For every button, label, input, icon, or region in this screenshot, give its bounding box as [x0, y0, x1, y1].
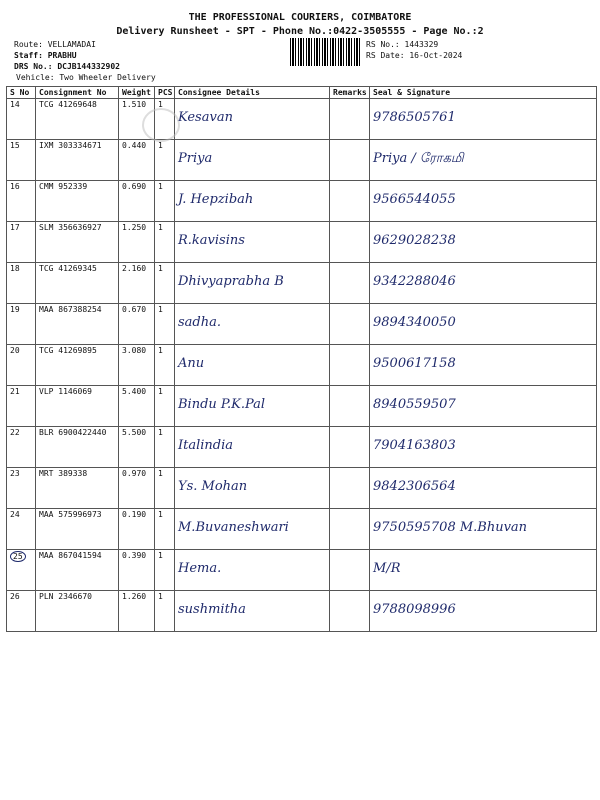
handwritten-signature: 8940559507 [373, 397, 456, 412]
weight-cell: 0.390 [119, 550, 155, 591]
serial-number-cell: 20 [7, 345, 36, 386]
pieces-cell: 1 [155, 468, 175, 509]
handwritten-name: M.Buvaneshwari [178, 520, 289, 535]
handwritten-name: Hema. [178, 561, 222, 576]
table-row [7, 468, 597, 509]
weight-cell: 0.970 [119, 468, 155, 509]
handwritten-name: Dhivyaprabha B [178, 274, 284, 289]
handwritten-signature: 9342288046 [373, 274, 456, 289]
handwritten-name: sushmitha [178, 602, 246, 617]
signature-cell [370, 550, 597, 591]
drs-label: DRS No.: DCJB144332902 [14, 62, 120, 71]
signature-cell [370, 263, 597, 304]
table-body [7, 99, 597, 632]
pieces-cell: 1 [155, 140, 175, 181]
table-row [7, 263, 597, 304]
weight-cell: 5.400 [119, 386, 155, 427]
staff-label: Staff: PRABHU [14, 51, 77, 60]
pieces-cell: 1 [155, 222, 175, 263]
consignment-number-cell: SLM 356636927 [36, 222, 119, 263]
remarks-cell [330, 427, 370, 468]
route-label: Route: VELLAMADAI [14, 40, 96, 49]
column-header: Remarks [330, 87, 370, 99]
serial-number-cell: 22 [7, 427, 36, 468]
column-header: Weight [119, 87, 155, 99]
consignment-number-cell: MAA 867388254 [36, 304, 119, 345]
pieces-cell: 1 [155, 386, 175, 427]
column-header: Seal & Signature [370, 87, 597, 99]
consignee-cell [175, 345, 330, 386]
remarks-cell [330, 591, 370, 632]
remarks-cell [330, 263, 370, 304]
table-row [7, 427, 597, 468]
weight-cell: 0.670 [119, 304, 155, 345]
remarks-cell [330, 468, 370, 509]
weight-cell: 2.160 [119, 263, 155, 304]
serial-number-cell: 17 [7, 222, 36, 263]
column-header: Consignment No [36, 87, 119, 99]
consignment-number-cell: MAA 575996973 [36, 509, 119, 550]
signature-cell [370, 181, 597, 222]
table-row [7, 591, 597, 632]
remarks-cell [330, 386, 370, 427]
table-row [7, 140, 597, 181]
column-header: S No [7, 87, 36, 99]
weight-cell: 1.510 [119, 99, 155, 140]
consignee-cell [175, 99, 330, 140]
table-row [7, 509, 597, 550]
pieces-cell: 1 [155, 263, 175, 304]
table-header-row [7, 87, 597, 99]
table-row [7, 550, 597, 591]
signature-cell [370, 386, 597, 427]
handwritten-signature: 9786505761 [373, 110, 456, 125]
signature-cell [370, 99, 597, 140]
pieces-cell: 1 [155, 591, 175, 632]
serial-number-cell: 24 [7, 509, 36, 550]
table-row [7, 99, 597, 140]
signature-cell [370, 222, 597, 263]
handwritten-signature: 9566544055 [373, 192, 456, 207]
handwritten-name: Kesavan [178, 110, 233, 125]
pieces-cell: 1 [155, 181, 175, 222]
remarks-cell [330, 509, 370, 550]
rs-no-label: RS No.: 1443329 [366, 40, 439, 49]
pieces-cell: 1 [155, 345, 175, 386]
handwritten-name: Bindu P.K.Pal [178, 397, 266, 412]
pieces-cell: 1 [155, 509, 175, 550]
consignee-cell [175, 140, 330, 181]
weight-cell: 1.260 [119, 591, 155, 632]
handwritten-signature: Priya / ரோகமி [373, 151, 464, 166]
table-row [7, 386, 597, 427]
serial-number-cell: 15 [7, 140, 36, 181]
column-header: PCS [155, 87, 175, 99]
consignee-cell [175, 550, 330, 591]
consignee-cell [175, 263, 330, 304]
table-row [7, 304, 597, 345]
remarks-cell [330, 304, 370, 345]
signature-cell [370, 140, 597, 181]
pieces-cell: 1 [155, 99, 175, 140]
serial-number-cell [7, 550, 36, 591]
remarks-cell [330, 140, 370, 181]
remarks-cell [330, 99, 370, 140]
serial-number-cell: 14 [7, 99, 36, 140]
pieces-cell: 1 [155, 427, 175, 468]
consignment-number-cell: MAA 867041594 [36, 550, 119, 591]
consignee-cell [175, 427, 330, 468]
consignment-number-cell: PLN 2346670 [36, 591, 119, 632]
remarks-cell [330, 222, 370, 263]
signature-cell [370, 345, 597, 386]
runsheet-table [6, 86, 597, 632]
handwritten-signature: 7904163803 [373, 438, 456, 453]
consignee-cell [175, 509, 330, 550]
consignment-number-cell: CMM 952339 [36, 181, 119, 222]
handwritten-name: Anu [178, 356, 205, 371]
signature-cell [370, 304, 597, 345]
consignment-number-cell: VLP 1146069 [36, 386, 119, 427]
handwritten-name: Priya [178, 151, 213, 166]
table-row [7, 345, 597, 386]
consignee-cell [175, 591, 330, 632]
vehicle-label: Vehicle: Two Wheeler Delivery [16, 73, 156, 82]
consignee-cell [175, 304, 330, 345]
serial-number-cell: 26 [7, 591, 36, 632]
rs-date-label: RS Date: 16-Oct-2024 [366, 51, 463, 60]
circled-serial: 25 [10, 551, 26, 562]
column-header: Consignee Details [175, 87, 330, 99]
consignment-number-cell: BLR 6900422440 [36, 427, 119, 468]
consignee-cell [175, 386, 330, 427]
consignee-cell [175, 222, 330, 263]
handwritten-signature: 9894340050 [373, 315, 456, 330]
weight-cell: 0.690 [119, 181, 155, 222]
handwritten-signature: 9788098996 [373, 602, 456, 617]
handwritten-name: Ys. Mohan [178, 479, 248, 494]
serial-number-cell: 19 [7, 304, 36, 345]
page-subtitle: Delivery Runsheet - SPT - Phone No.:0422-3505555 - Page No.:2 [116, 26, 484, 37]
pieces-cell: 1 [155, 304, 175, 345]
handwritten-signature: 9750595708 M.Bhuvan [373, 520, 528, 535]
consignee-cell [175, 468, 330, 509]
pieces-cell: 1 [155, 550, 175, 591]
weight-cell: 0.190 [119, 509, 155, 550]
consignment-number-cell: TCG 41269345 [36, 263, 119, 304]
weight-cell: 1.250 [119, 222, 155, 263]
consignment-number-cell: TCG 41269648 [36, 99, 119, 140]
barcode [290, 38, 360, 66]
handwritten-signature: M/R [373, 561, 401, 576]
handwritten-signature: 9842306564 [373, 479, 456, 494]
signature-cell [370, 427, 597, 468]
handwritten-signature: 9629028238 [373, 233, 456, 248]
consignee-cell [175, 181, 330, 222]
table-row [7, 222, 597, 263]
serial-number-cell: 23 [7, 468, 36, 509]
consignment-number-cell: IXM 303334671 [36, 140, 119, 181]
serial-number-cell: 16 [7, 181, 36, 222]
signature-cell [370, 591, 597, 632]
consignment-number-cell: TCG 41269895 [36, 345, 119, 386]
faded-stamp [142, 108, 180, 142]
handwritten-signature: 9500617158 [373, 356, 456, 371]
remarks-cell [330, 181, 370, 222]
page-title: THE PROFESSIONAL COURIERS, COIMBATORE [188, 12, 412, 23]
table-row [7, 181, 597, 222]
serial-number-cell: 18 [7, 263, 36, 304]
serial-number-cell: 21 [7, 386, 36, 427]
signature-cell [370, 468, 597, 509]
handwritten-name: sadha. [178, 315, 221, 330]
handwritten-name: J. Hepzibah [178, 192, 254, 207]
handwritten-name: Italindia [178, 438, 234, 453]
signature-cell [370, 509, 597, 550]
consignment-number-cell: MRT 389338 [36, 468, 119, 509]
weight-cell: 0.440 [119, 140, 155, 181]
remarks-cell [330, 345, 370, 386]
remarks-cell [330, 550, 370, 591]
handwritten-name: R.kavisins [178, 233, 245, 248]
weight-cell: 5.500 [119, 427, 155, 468]
weight-cell: 3.080 [119, 345, 155, 386]
